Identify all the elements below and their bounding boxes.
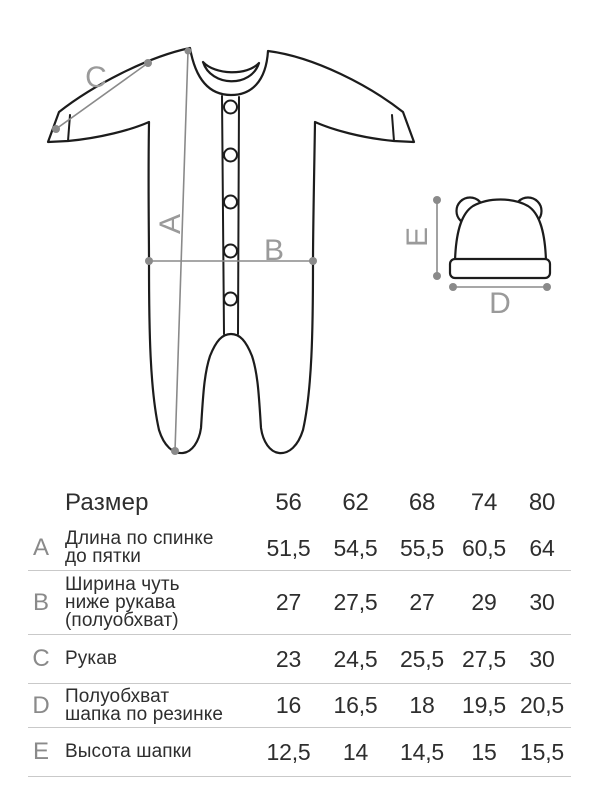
cell-value: 20,5	[520, 692, 564, 718]
row-letter: D	[32, 691, 50, 719]
diagram-label-c: C	[85, 61, 107, 94]
table-row-c	[28, 635, 571, 684]
row-name-line: до пятки	[65, 546, 141, 567]
measure-dot	[309, 257, 317, 265]
row-name	[54, 573, 255, 631]
cell-value: 25,5	[400, 645, 444, 672]
diagram-label-e: E	[401, 226, 434, 248]
snap-button	[224, 293, 237, 306]
cell-value: 18	[409, 692, 435, 718]
cell-value: 16	[275, 692, 302, 718]
size-header-label: Размер	[65, 489, 149, 516]
cell-value: 60,5	[462, 534, 506, 561]
cell-value: 15	[471, 738, 497, 765]
measure-dot	[185, 48, 192, 55]
row-letter: A	[32, 534, 49, 561]
cell-value: 14	[342, 738, 369, 765]
measure-dot	[433, 272, 441, 280]
table-row-b	[28, 571, 571, 635]
cell-value: 54,5	[333, 534, 378, 561]
row-name	[54, 743, 255, 761]
diagram-label-b: B	[263, 234, 285, 267]
measure-dot	[543, 283, 551, 291]
row-name-line: Ширина чуть	[65, 573, 180, 595]
size-col-68: 68	[408, 489, 436, 516]
row-name-line: Полуобхват	[65, 685, 170, 707]
diagram-label-d: D	[489, 287, 511, 320]
row-name-line: шапка по резинке	[65, 703, 224, 725]
diagram-label-a: A	[154, 213, 187, 235]
measure-dot	[449, 283, 457, 291]
row-name-line: ниже рукава	[65, 591, 176, 613]
size-table	[28, 480, 571, 777]
cell-value: 15,5	[520, 738, 564, 765]
row-letter: E	[32, 738, 49, 765]
snap-button	[224, 101, 237, 114]
row-name	[54, 650, 255, 668]
hat-brim	[450, 259, 550, 278]
cell-value: 51,5	[266, 534, 311, 561]
cell-value: 29	[471, 589, 497, 615]
measure-dot	[433, 196, 441, 204]
measure-dot	[145, 257, 153, 265]
cell-value: 12,5	[266, 738, 311, 765]
measure-dot	[144, 59, 152, 67]
row-name	[54, 685, 255, 725]
row-name-line: (полуобхват)	[65, 609, 179, 631]
measure-dot	[52, 125, 60, 133]
cell-value: 23	[275, 645, 302, 672]
cell-value: 27	[409, 589, 435, 615]
table-row-d	[28, 684, 571, 728]
hat-dome	[455, 200, 546, 262]
row-letter: B	[32, 588, 49, 616]
row-name	[54, 530, 255, 566]
cell-value: 30	[529, 645, 555, 672]
onesie-collar-crescent	[203, 62, 259, 81]
row-letter: C	[32, 645, 50, 672]
cell-value: 27	[275, 589, 302, 615]
cell-value: 19,5	[462, 692, 506, 718]
row-name-line: Рукав	[65, 648, 118, 669]
row-name-line: Длина по спинке	[65, 528, 214, 549]
snap-button	[224, 245, 237, 258]
table-row-a	[28, 526, 571, 571]
cell-value: 64	[529, 534, 555, 561]
cell-value: 16,5	[333, 692, 378, 718]
cell-value: 27,5	[462, 645, 506, 672]
cell-value: 30	[529, 589, 555, 615]
size-col-56: 56	[275, 489, 302, 516]
onesie-drawing	[48, 48, 414, 453]
size-col-74: 74	[470, 489, 498, 516]
table-header-row	[28, 480, 571, 526]
size-col-62: 62	[342, 489, 369, 516]
table-row-e	[28, 728, 571, 777]
snap-button	[224, 196, 237, 209]
cell-value: 27,5	[333, 589, 378, 615]
row-name-line: Высота шапки	[65, 741, 192, 762]
cell-value: 14,5	[400, 738, 444, 765]
snap-button	[224, 149, 237, 162]
measure-dot	[171, 447, 179, 455]
hat-drawing	[450, 198, 550, 279]
size-col-80: 80	[528, 489, 556, 516]
cell-value: 24,5	[333, 645, 378, 672]
cell-value: 55,5	[400, 534, 444, 561]
